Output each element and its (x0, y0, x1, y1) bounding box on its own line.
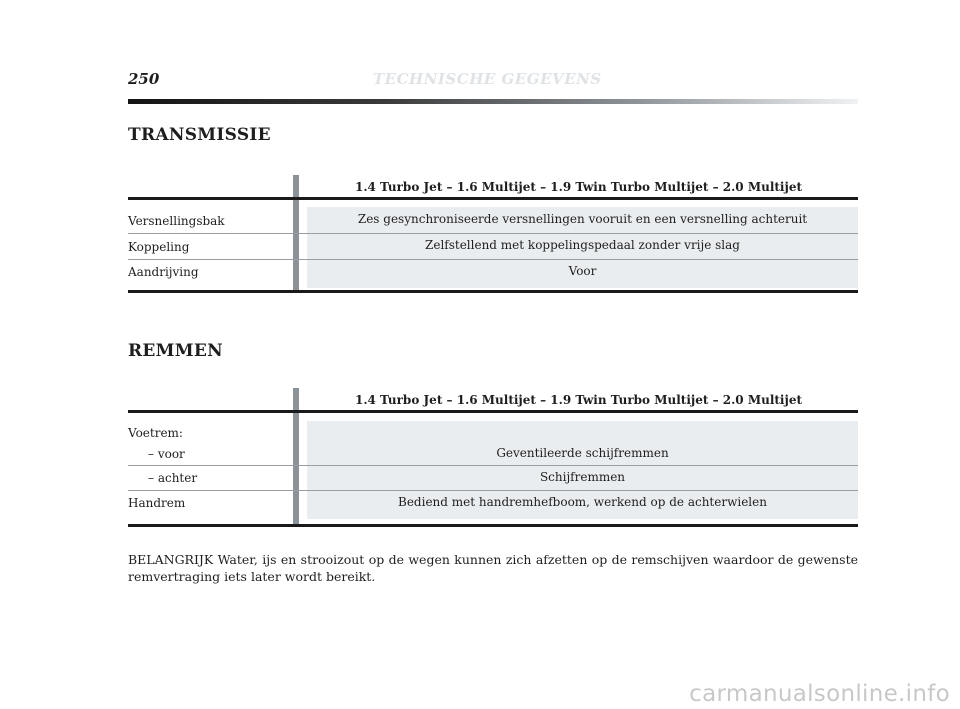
header-rule-line (128, 410, 858, 413)
table-row (128, 207, 858, 233)
watermark-logo: carmanualsonline.info (689, 681, 950, 707)
table-row (128, 260, 858, 288)
row-label: Koppeling (128, 240, 190, 254)
page-header (128, 70, 858, 90)
row-value: Voor (307, 260, 858, 288)
row-value: Zelfstellend met koppelingspedaal zonder vrije slag (307, 234, 858, 259)
row-value: Zes gesynchroniseerde versnellingen vooruit en een versnelling achteruit (307, 207, 858, 233)
table-bottom-rule (128, 290, 858, 293)
column-header: 1.4 Turbo Jet – 1.6 Multijet – 1.9 Twin Turbo Multijet – 2.0 Multijet (355, 393, 802, 407)
row-label: – voor (148, 447, 185, 461)
important-note: BELANGRIJK Water, ijs en strooizout op de wegen kunnen zich afzetten op de remschijven waardoor de gewenste remvertraging iets later wordt bereikt. (128, 552, 858, 584)
row-label: Versnellingsbak (128, 214, 225, 228)
row-value: Geventileerde schijfremmen (307, 421, 858, 465)
header-rule (128, 99, 858, 104)
table-bottom-rule (128, 524, 858, 527)
table-row (128, 421, 858, 465)
row-label: Handrem (128, 496, 186, 510)
row-label: Aandrijving (128, 265, 199, 279)
header-rule-line (128, 197, 858, 200)
transmission-table (128, 175, 858, 295)
row-label: – achter (148, 471, 198, 485)
page-number: 250 (128, 70, 160, 88)
table-row (128, 234, 858, 259)
row-group-label: Voetrem: (128, 426, 183, 440)
row-value: Bediend met handremhefboom, werkend op de achterwielen (307, 491, 858, 519)
running-title: TECHNISCHE GEGEVENS (373, 70, 602, 88)
column-header: 1.4 Turbo Jet – 1.6 Multijet – 1.9 Twin Turbo Multijet – 2.0 Multijet (355, 180, 802, 194)
brakes-table (128, 388, 858, 530)
section-title-remmen: REMMEN (128, 341, 224, 361)
row-value: Schijfremmen (307, 466, 858, 490)
table-row (128, 491, 858, 519)
section-title-transmissie: TRANSMISSIE (128, 125, 271, 145)
table-row (128, 466, 858, 490)
